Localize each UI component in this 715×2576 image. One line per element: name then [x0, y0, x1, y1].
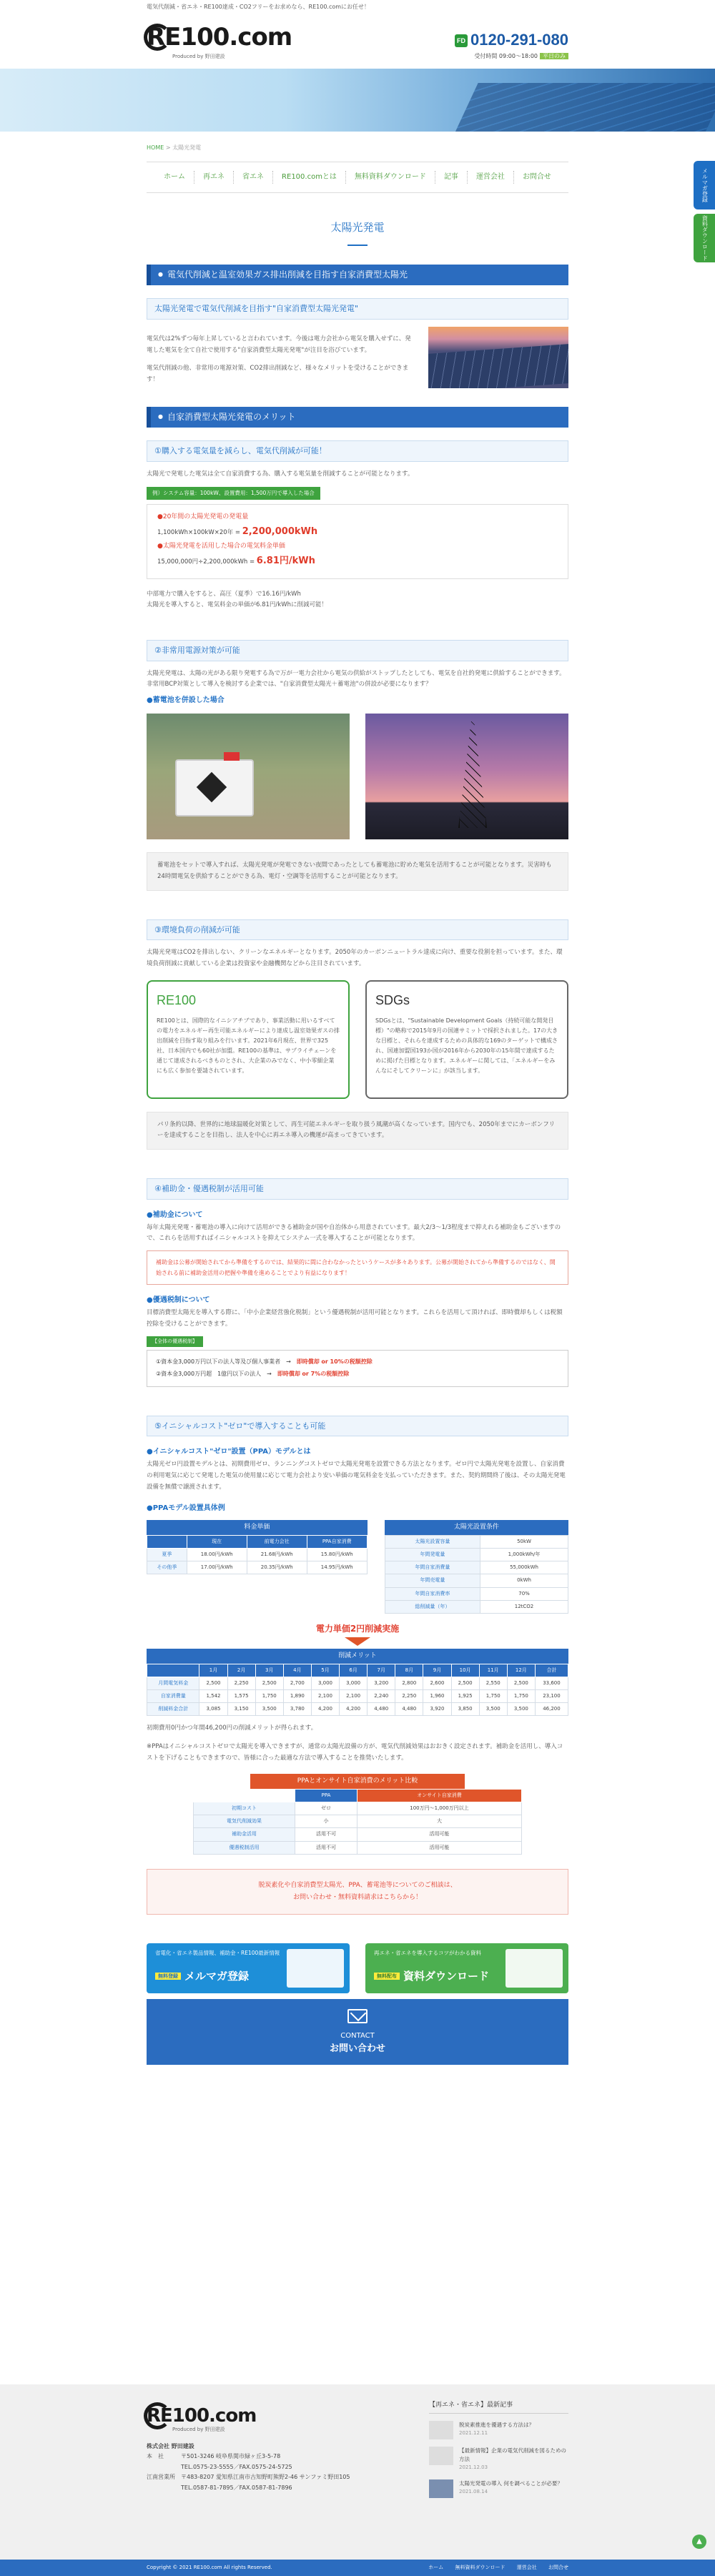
ppa-text: 太陽光ゼロ円設置モデルとは、初期費用ゼロ、ランニングコストゼロで太陽光発電を設置できる方法となります。ゼロ円で太陽光発電を設置し、自家消費の利用電気に応じて発電した電気の使用量に応じて電力会社より安い単価の電気料金を支払っていただきます。また、契約期間終了後は、その太陽光発電設備を無償で譲渡されます。: [147, 1461, 566, 1491]
download-tag: 無料配布: [374, 1973, 400, 1980]
table-cell: 活用可能: [357, 1828, 521, 1841]
table-cell: 3,150: [227, 1703, 255, 1716]
newsletter-image: [287, 1949, 344, 1988]
table-cell: 3,500: [255, 1703, 283, 1716]
header: [0, 16, 715, 69]
down-arrow-icon: [345, 1637, 370, 1646]
tax-tag: 【全体の優遇税制】: [147, 1336, 203, 1347]
hero-banner: [0, 69, 715, 132]
freedial-icon: FD: [455, 34, 468, 47]
nav-renewable[interactable]: 再エネ: [194, 171, 234, 184]
table-cell: 補助金活用: [194, 1828, 295, 1841]
table-cell: 4,480: [368, 1703, 395, 1716]
hours-text: 受付時間 09:00～18:00: [474, 53, 538, 60]
footer-link-company[interactable]: 運営会社: [516, 2565, 537, 2570]
table-cell: 3,085: [199, 1703, 227, 1716]
table-row: [385, 1535, 568, 1548]
merit-3-text: 太陽光発電はCO2を排出しない、クリーンなエネルギーとなります。2050年のカーボンニュートラル達成に向け、重要な役割を担っています。また、環境負荷削減に貢献している企業は投資家や金融機関などから注目されています。: [147, 949, 563, 967]
table-cell: 3,200: [368, 1677, 395, 1689]
environment-note: パリ条約以降、世界的に地球温暖化対策として、再生可能エネルギーを取り扱う風潮が高くなっています。国内でも、2050年までにカーボンフリーを達成することを目指し、法人を中心に再エネ導入の機運が高まってきています。: [147, 1112, 568, 1150]
table-cell: 1,000kWh/年: [480, 1548, 568, 1561]
table-cell: その他季: [147, 1561, 187, 1574]
ppa-subheading: ●イニシャルコスト"ゼロ"設置（PPA）モデルとは: [147, 1448, 311, 1456]
table-cell: 年間発電量: [385, 1548, 480, 1561]
phone-number[interactable]: [455, 27, 568, 52]
tax-subheading: ●優遇税制について: [147, 1296, 210, 1305]
table-cell: 月間電気料金: [147, 1677, 199, 1689]
table-cell: 2,240: [368, 1689, 395, 1702]
logo[interactable]: [147, 21, 292, 59]
subsidy-alert: 補助金は公募が開始されてから準備をするのでは、結果的に間に合わなかったというケースが多々あります。公募が開始されてから準備するのではなく、開始される前に補助金活用の把握や準備を進めることでより有益になります！: [147, 1250, 568, 1285]
newsletter-tag: 無料登録: [155, 1973, 181, 1980]
download-banner[interactable]: [365, 1943, 568, 1993]
merit-table-title: 削減メリット: [147, 1649, 568, 1663]
table-cell: 初期コスト: [194, 1802, 295, 1815]
company-name: 株式会社 野田建設: [147, 2443, 194, 2449]
phone-text: 0120-291-080: [470, 31, 568, 49]
consult-box[interactable]: [147, 1869, 568, 1915]
table-cell: 0kWh: [480, 1574, 568, 1587]
news-item[interactable]: [429, 2479, 568, 2498]
example-tag: 例）システム容量：100kW、設置費用：1,500万円で導入した場合: [147, 487, 320, 500]
table-cell: 50kW: [480, 1535, 568, 1548]
merit-1-note-2: 太陽光を導入すると、電気料金の単価が6.81円/kWhに削減可能！: [147, 601, 328, 609]
merit-table: [147, 1664, 568, 1717]
table-cell: 2,250: [395, 1689, 423, 1702]
table-cell: 総削減量（年）: [385, 1600, 480, 1613]
cards: [147, 980, 568, 1099]
compare-col-ppa: PPA: [295, 1789, 358, 1802]
table-cell: 1,750: [507, 1689, 535, 1702]
price-col: 前電力会社: [247, 1535, 307, 1548]
merit-col-header: 3月: [255, 1664, 283, 1677]
table-row: [385, 1574, 568, 1587]
power-tower-image: [365, 714, 568, 839]
table-cell: 2,600: [423, 1677, 451, 1689]
latest-news: [429, 2400, 568, 2498]
news-thumbnail: [429, 2479, 453, 2498]
merit-1-text: 太陽光で発電した電気は全て自家消費する為、購入する電気量を削減することが可能となります。: [147, 470, 414, 478]
tax-row-2-deduct: 即時償却: [277, 1370, 300, 1377]
nav-company[interactable]: 運営会社: [468, 171, 514, 184]
merit-col-header: 11月: [479, 1664, 507, 1677]
table-row: [194, 1841, 522, 1854]
table-cell: 23,100: [535, 1689, 568, 1702]
tax-row-2: ②資本金3,000万円超 1億円以下の法人 → 即時償却 or 7%の税額控除: [156, 1370, 350, 1377]
nav-articles[interactable]: 記事: [435, 171, 468, 184]
table-cell: 3,500: [507, 1703, 535, 1716]
table-cell: 46,200: [535, 1703, 568, 1716]
table-cell: 1,960: [423, 1689, 451, 1702]
table-cell: 14.95円/kWh: [307, 1561, 367, 1574]
info-label: [147, 2462, 181, 2472]
table-cell: 1,750: [255, 1689, 283, 1702]
breadcrumb-home[interactable]: HOME: [147, 144, 164, 151]
footer-link-contact[interactable]: お問合せ: [548, 2565, 568, 2570]
copyright-bar: [0, 2560, 715, 2576]
merit-col-header: 12月: [507, 1664, 535, 1677]
breadcrumb-current: 太陽光発電: [172, 144, 202, 151]
merit-col-header: 1月: [199, 1664, 227, 1677]
table-cell: 1,925: [451, 1689, 479, 1702]
page-title: 太陽光発電: [147, 219, 568, 246]
table-cell: 活用不可: [295, 1828, 358, 1841]
tax-row-1-label: ①資本金3,000万円以下の法人等及び個人事業者: [156, 1358, 281, 1366]
logo-text: RE100.com: [147, 23, 292, 51]
subsidy-subheading: ●補助金について: [147, 1210, 203, 1219]
table-row: [194, 1828, 522, 1841]
table-cell: 4,480: [395, 1703, 423, 1716]
news-title: 【最新情報】企業の電気代削減を図るための方法: [459, 2447, 566, 2463]
table-cell: 33,600: [535, 1677, 568, 1689]
table-cell: 1,542: [199, 1689, 227, 1702]
merit-col-header: 10月: [451, 1664, 479, 1677]
download-image: [506, 1949, 563, 1988]
condition-table: [385, 1535, 568, 1614]
table-cell: 3,500: [479, 1703, 507, 1716]
news-thumbnail: [429, 2421, 453, 2439]
logo-ring-icon: [144, 2402, 171, 2429]
footer-logo-subtitle: Produced by 野田建設: [172, 2427, 225, 2432]
mail-icon: [347, 2009, 368, 2023]
news-title: 太陽光発電の導入 何を調べることが必要？: [459, 2479, 563, 2487]
table-row: [147, 1561, 368, 1574]
calc-line-2: [157, 554, 558, 569]
table-cell: 15.80円/kWh: [307, 1548, 367, 1561]
download-banner-sub: 再エネ・省エネを導入するコツがわかる資料: [374, 1949, 481, 1956]
calc-formula-2: 15,000,000円÷2,200,000kWh =: [157, 558, 257, 566]
contact-button[interactable]: [147, 1999, 568, 2065]
compare-table-title: PPAとオンサイト自家消費のメリット比較: [250, 1774, 465, 1788]
table-row: [194, 1802, 522, 1815]
price-table-title: 料金単価: [147, 1520, 368, 1534]
newsletter-label: メルマガ登録: [184, 1969, 250, 1983]
table-cell: 55,000kWh: [480, 1561, 568, 1574]
compare-col-onsite: オンサイト自家消費: [357, 1789, 521, 1802]
table-row: [147, 1548, 368, 1561]
table-cell: 電気代削減効果: [194, 1815, 295, 1828]
price-table: [147, 1535, 368, 1575]
footer-links: [418, 2560, 568, 2576]
subsidy-text: 毎年太陽光発電・蓄電池の導入に向けて活用ができる補助金が国や自治体から用意されています。最大2/3～1/3程度まで抑えれる補助金もございますので、これらを活用すればイニシャルコストを抑えてシステム一式を導入することが可能となります。: [147, 1223, 561, 1243]
info-value: 〒483-8207 愛知県江南市古知野町熊野2-46 サンファミ野田105: [181, 2474, 350, 2481]
intro-block: [147, 327, 568, 388]
image-row: [147, 714, 568, 839]
calc-result-1: 2,200,000kWh: [242, 525, 318, 537]
breadcrumb: [0, 137, 715, 159]
info-label: [147, 2483, 181, 2493]
section-heading-merits: ● 自家消費型太陽光発電のメリット: [147, 407, 568, 428]
table-cell: 活用不可: [295, 1841, 358, 1854]
table-cell: 4,200: [311, 1703, 339, 1716]
solar-panel-image: [428, 327, 568, 388]
news-item[interactable]: [429, 2447, 568, 2472]
newsletter-banner-title: [155, 1968, 249, 1985]
ppa-tables: [147, 1520, 568, 1614]
table-row: [147, 1677, 568, 1689]
calc-formula-1: 1,100kWh×100kW×20年 =: [157, 528, 242, 536]
merit-col-header: 2月: [227, 1664, 255, 1677]
nav-about[interactable]: RE100.comとは: [273, 171, 346, 184]
main-content: [147, 219, 568, 2065]
tax-box: [147, 1350, 568, 1387]
table-cell: 2,500: [451, 1677, 479, 1689]
footer-logo-text: RE100.com: [147, 2405, 257, 2427]
table-cell: 21.68円/kWh: [247, 1548, 307, 1561]
side-tab-download[interactable]: 資料ダウンロード: [694, 214, 715, 262]
contact-jp: お問い合わせ: [329, 2043, 385, 2054]
news-date: 2021.12.11: [459, 2430, 488, 2437]
table-cell: 3,920: [423, 1703, 451, 1716]
compare-table: [193, 1789, 522, 1855]
download-banner-title: [374, 1968, 489, 1985]
intro-text-2: 電気代削減の他、非常用の電源対策、CO2排出削減など、様々なメリットを受けることができます！: [147, 365, 409, 383]
info-label: 江南営業所: [147, 2474, 175, 2481]
consult-line-2: お問い合わせ・無料資料請求はこちらから！: [292, 1893, 422, 1901]
merit-col-header: 合計: [535, 1664, 568, 1677]
re100-card-text: RE100とは、国際的なイニシアチブであり、事業活動に用いるすべての電力をエネルギー再生可能エネルギーにより達成し温室効果ガスの排出削減を目指す取り組みを行います。2021年6月現在、世界で325社、日本国内でも60社が加盟。RE100の基準は、サプライチェーンを通じて達成されるべきものとされ、大企業のみでなく、中小零細企業にも広く参加を要請されています。: [157, 1017, 340, 1075]
merit-col-header: 6月: [340, 1664, 368, 1677]
newsletter-banner[interactable]: [147, 1943, 350, 1993]
table-row: [194, 1815, 522, 1828]
merit-3-heading: ③環境負荷の削減が可能: [147, 919, 568, 941]
table-cell: 活用可能: [357, 1841, 521, 1854]
intro-text-1: 電気代は2%ずつ毎年上昇していると言われています。今後は電力会社から電気を購入せずに、発電した電気を全て自社で使用する"自家消費型太陽光発電"が注目を浴びています。: [147, 335, 411, 354]
news-date: 2021.12.03: [459, 2464, 488, 2471]
back-to-top-icon[interactable]: ▲: [692, 2535, 706, 2549]
table-cell: 1,575: [227, 1689, 255, 1702]
table-cell: 小: [295, 1815, 358, 1828]
side-tabs: [694, 161, 715, 267]
table-cell: 2,250: [227, 1677, 255, 1689]
table-cell: 70%: [480, 1587, 568, 1600]
re100-card-title: RE100: [157, 992, 197, 1007]
info-value: 〒501-3246 岐阜県関市緑ヶ丘3-5-78: [181, 2453, 281, 2460]
footer: [0, 2384, 715, 2576]
battery-subheading: ●蓄電池を併設した場合: [147, 696, 225, 705]
hours-tag: 平日のみ: [540, 53, 568, 59]
table-row: [385, 1561, 568, 1574]
table-cell: 年間自家消費量: [385, 1561, 480, 1574]
table-row: [385, 1600, 568, 1613]
table-cell: 17.00円/kWh: [187, 1561, 247, 1574]
table-cell: 自家消費量: [147, 1689, 199, 1702]
footer-link-download[interactable]: 無料資料ダウンロード: [455, 2565, 506, 2570]
tax-row-2-label: ②資本金3,000万円超 1億円以下の法人: [156, 1370, 262, 1377]
contact-en: CONTACT: [340, 2031, 375, 2040]
merit-2-heading: ②非常用電源対策が可能: [147, 640, 568, 661]
table-cell: 削減料金合計: [147, 1703, 199, 1716]
table-cell: 2,100: [340, 1689, 368, 1702]
info-value: TEL.0575-23-5555／FAX.0575-24-5725: [181, 2463, 292, 2470]
merit-col-header: 5月: [311, 1664, 339, 1677]
table-cell: 1,890: [283, 1689, 311, 1702]
sdgs-card-title: SDGs: [375, 992, 410, 1007]
news-item[interactable]: [429, 2421, 568, 2439]
merit-2-text: 太陽光発電は、太陽の光がある限り発電する為で万が一電力会社から電気の供給がストップしたとしても、電気を自社的発電に供給することができます。非常用BCP対策として導入を検討する企業では、"自家消費型太陽光＋蓄電池"の併設が必要になります？: [147, 669, 566, 689]
news-thumbnail: [429, 2447, 453, 2465]
table-cell: 大: [357, 1815, 521, 1828]
table-cell: 2,500: [507, 1677, 535, 1689]
table-cell: 夏季: [147, 1548, 187, 1561]
nav-download[interactable]: 無料資料ダウンロード: [346, 171, 435, 184]
sdgs-card: [365, 980, 568, 1099]
merit-col-header: 8月: [395, 1664, 423, 1677]
merit-5-heading: ⑤イニシャルコスト"ゼロ"で導入することも可能: [147, 1416, 568, 1437]
table-cell: 100万円～1,000万円以上: [357, 1802, 521, 1815]
re100-card: [147, 980, 350, 1099]
calc-label-1: ●20年間の太陽光発電の発電量: [157, 513, 249, 521]
tax-row-1-credit: or 10%の税額控除: [321, 1358, 373, 1366]
table-cell: 2,100: [311, 1689, 339, 1702]
battery-image: [147, 714, 350, 839]
ppa-result-text: 初期費用0円かつ年間46,200円の削減メリットが得られます。: [147, 1724, 317, 1732]
news-title: 脱炭素推進を優遇する方法は？: [459, 2422, 534, 2429]
subheading-intro: 太陽光発電で電気代削減を目指す"自家消費型太陽光発電": [147, 298, 568, 320]
merit-4-heading: ④補助金・優遇税制が活用可能: [147, 1178, 568, 1200]
merit-col-header: 7月: [368, 1664, 395, 1677]
table-cell: ゼロ: [295, 1802, 358, 1815]
table-cell: 18.00円/kWh: [187, 1548, 247, 1561]
ppa-note: ※PPAはイニシャルコストゼロで太陽光を導入できますが、通常の太陽光設備の方が、電気代削減効果はおおきく設定されます。補助金を活用し、導入コストを下げることもできますので、皆様に合った最適な方法で導入することを推奨いたします。: [147, 1742, 563, 1762]
battery-note: 蓄電池をセットで導入すれば、太陽光発電が発電できない夜間であったとしても蓄電池に貯めた電気を活用することが可能となります。災害時も24時間電気を供給することができる為、電灯・空調等を活用することが可能となります。: [147, 852, 568, 890]
table-cell: 2,500: [199, 1677, 227, 1689]
phone-block: [455, 27, 568, 61]
table-cell: 2,550: [479, 1677, 507, 1689]
table-cell: 1,750: [479, 1689, 507, 1702]
price-col: 現在: [187, 1535, 247, 1548]
info-value: TEL.0587-81-7895／FAX.0587-81-7896: [181, 2484, 292, 2491]
breadcrumb-sep: >: [165, 144, 171, 151]
tax-row-1-deduct: 即時償却: [296, 1358, 320, 1366]
table-cell: 3,850: [451, 1703, 479, 1716]
nav-home[interactable]: ホーム: [155, 171, 194, 184]
nav-energy-saving[interactable]: 省エネ: [234, 171, 273, 184]
top-tagline: 電気代削減・省エネ・RE100達成・CO2フリーをお求めなら、RE100.comにお任せ！: [0, 0, 715, 16]
footer-logo[interactable]: [147, 2400, 355, 2432]
news-date: 2021.08.14: [459, 2488, 488, 2494]
table-cell: 年間売電量: [385, 1574, 480, 1587]
table-row: [385, 1587, 568, 1600]
table-row: [385, 1548, 568, 1561]
table-cell: 4,200: [340, 1703, 368, 1716]
ppa-example-subheading: ●PPAモデル設置具体例: [147, 1504, 225, 1513]
table-cell: 3,000: [311, 1677, 339, 1689]
calc-label-2: ●太陽光発電を活用した場合の電気料金単価: [157, 543, 285, 551]
merit-col-header: 4月: [283, 1664, 311, 1677]
company-info: [147, 2442, 355, 2493]
business-hours: [455, 52, 568, 61]
footer-link-home[interactable]: ホーム: [428, 2565, 444, 2570]
table-cell: 2,700: [283, 1677, 311, 1689]
merit-1-note-1: 中部電力で購入をすると、高圧（夏季）で16.16円/kWh: [147, 590, 301, 598]
price-cut-label: 電力単価2円削減実施: [315, 1623, 400, 1634]
condition-table-title: 太陽光設置条件: [385, 1520, 568, 1534]
section-heading-intro: ● 電気代削減と温室効果ガス排出削減を目指す自家消費型太陽光: [147, 265, 568, 285]
table-cell: 12tCO2: [480, 1600, 568, 1613]
tax-text: 目標消費型太陽光を導入する際に、「中小企業経営強化税制」という優遇税制が活用可能となります。これらを活用して頂ければ、即時償却もしくは税額控除を受けることができます。: [147, 1309, 563, 1328]
price-col: PPA自家消費: [307, 1535, 367, 1548]
table-row: [147, 1689, 568, 1702]
merit-1-heading: ①購入する電気量を減らし、電気代削減が可能！: [147, 440, 568, 462]
download-label: 資料ダウンロード: [403, 1969, 490, 1983]
news-heading: 【再エネ・省エネ】最新記事: [429, 2400, 568, 2414]
table-cell: 年間自家消費率: [385, 1587, 480, 1600]
logo-ring-icon: [144, 24, 171, 51]
table-cell: 2,500: [255, 1677, 283, 1689]
table-cell: 3,000: [340, 1677, 368, 1689]
price-col: [147, 1535, 187, 1548]
side-tab-newsletter[interactable]: メルマガ登録: [694, 161, 715, 209]
consult-line-1: 脱炭素化や自家消費型太陽光、PPA、蓄電池等についてのご相談は、: [258, 1881, 457, 1889]
banners: [147, 1943, 568, 1993]
table-cell: 優遇税制活用: [194, 1841, 295, 1854]
tax-row-2-credit: or 7%の税額控除: [302, 1370, 350, 1377]
calc-result-2: 6.81円/kWh: [256, 555, 315, 566]
table-cell: 20.35円/kWh: [247, 1561, 307, 1574]
merit-col-header: [147, 1664, 199, 1677]
sdgs-card-text: SDGsとは、"Sustainable Development Goals（持続可能な開発目標）"の略称で2015年9月の国連サミットで採択されました。17の大きな目標と、それらを達成するための具体的な169のターゲットで構成され、国連加盟国193か国が2016年から2030年の15年間で達成するために掲げた目標となります。エネルギーに関しては、「エネルギーをみんなにそしてクリーンに」が該当します。: [375, 1017, 558, 1075]
newsletter-banner-sub: 省電化・省エネ製品情報、補助金・RE100最新情報: [155, 1949, 280, 1956]
merit-col-header: 9月: [423, 1664, 451, 1677]
main-nav: [147, 162, 568, 193]
copyright-text: Copyright © 2021 RE100.com All rights Reserved.: [147, 2565, 272, 2570]
table-row: [147, 1703, 568, 1716]
nav-contact[interactable]: お問合せ: [522, 173, 551, 181]
table-cell: 3,780: [283, 1703, 311, 1716]
calc-line-1: [157, 525, 558, 540]
table-cell: 2,800: [395, 1677, 423, 1689]
table-cell: 太陽光設置容量: [385, 1535, 480, 1548]
calc-box: [147, 504, 568, 578]
tax-row-1: ①資本金3,000万円以下の法人等及び個人事業者 → 即時償却 or 10%の税額控除: [156, 1358, 373, 1366]
info-label: 本 社: [147, 2453, 164, 2460]
logo-subtitle: Produced by 野田建設: [172, 54, 225, 59]
